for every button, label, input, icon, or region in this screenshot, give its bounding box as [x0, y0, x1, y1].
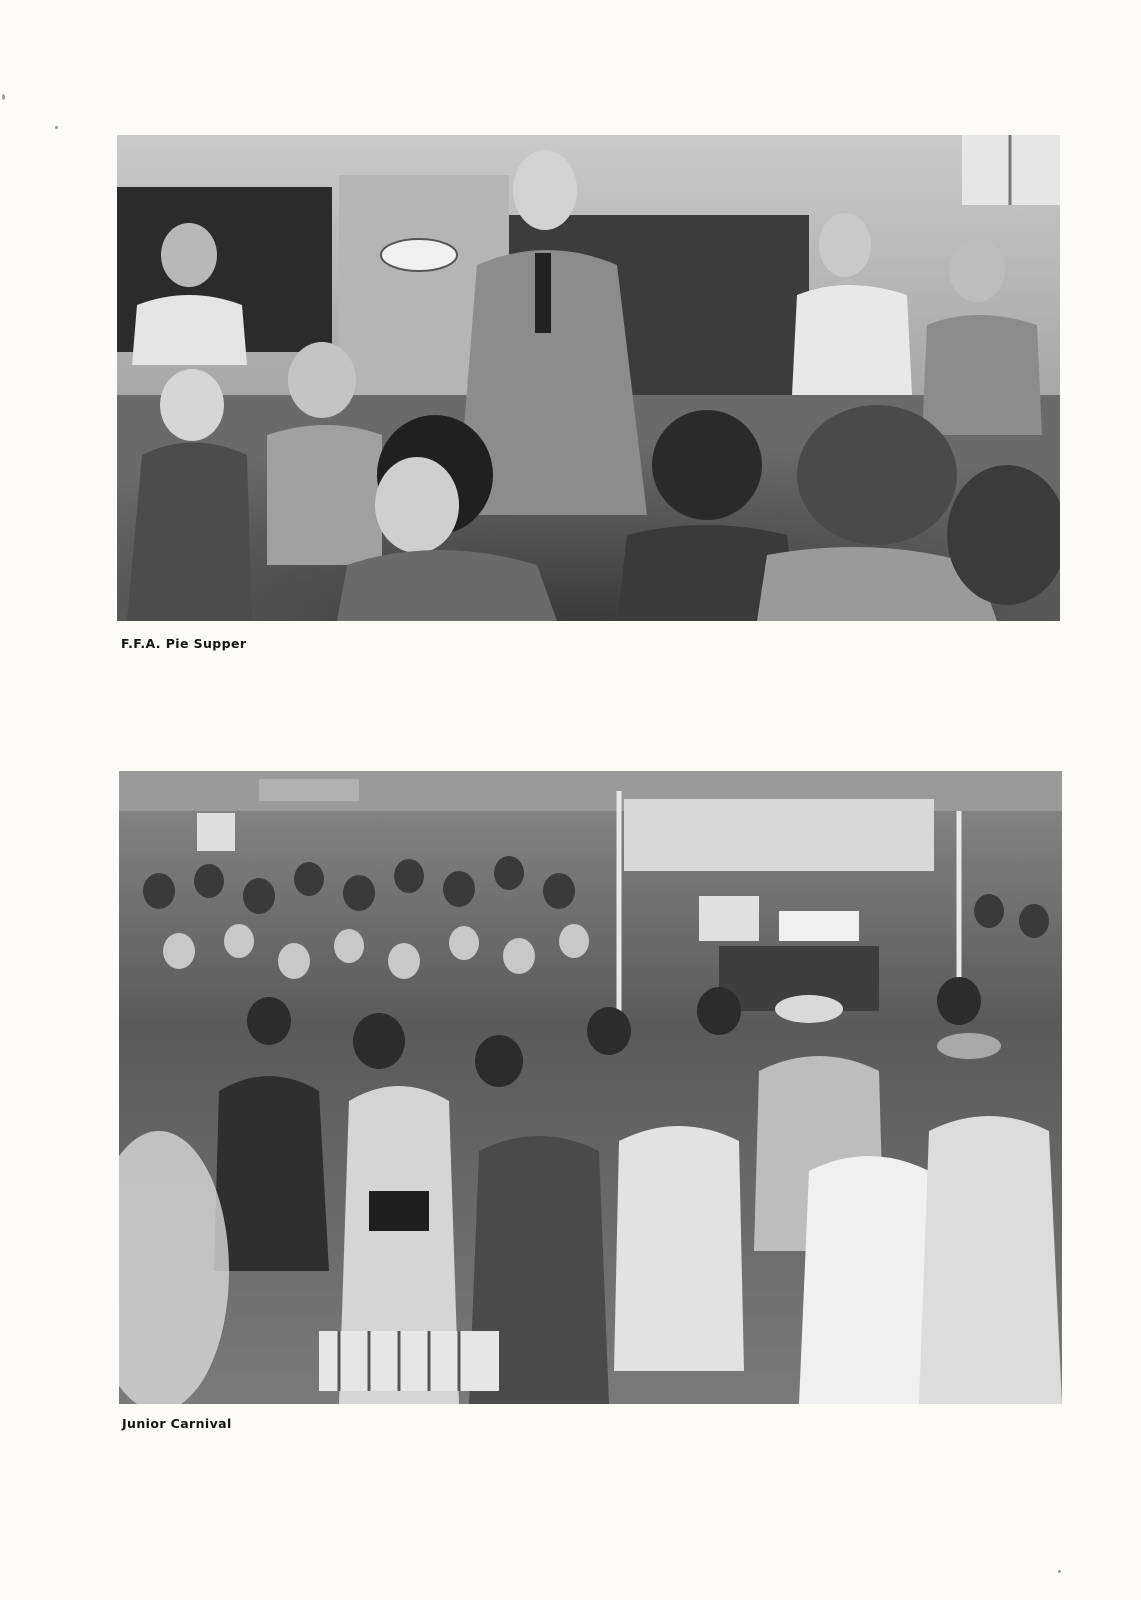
paper-speck — [55, 126, 58, 129]
photo-junior-carnival — [119, 771, 1062, 1404]
caption-junior-carnival: Junior Carnival — [122, 1416, 232, 1431]
photo-pie-supper — [117, 135, 1060, 621]
paper-speck — [2, 94, 5, 100]
caption-pie-supper: F.F.A. Pie Supper — [121, 636, 247, 651]
carnival-scene — [119, 771, 1062, 1404]
pie-supper-scene — [117, 135, 1060, 621]
paper-speck — [1058, 1570, 1061, 1573]
